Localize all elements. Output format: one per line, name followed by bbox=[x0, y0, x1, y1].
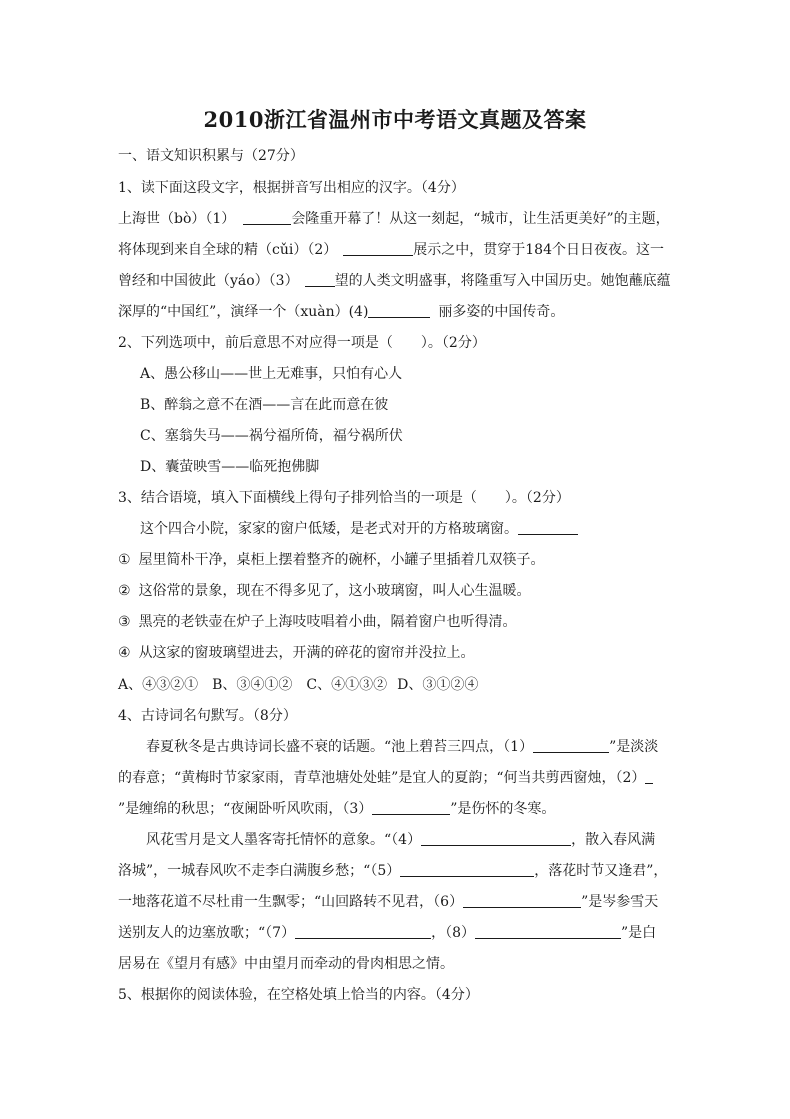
q4-text: 一地落花道不尽杜甫一生飘零；“山回路转不见君，（6） bbox=[118, 894, 464, 910]
item-text: 屋里简朴干净，桌柜上摆着整齐的碗杯，小罐子里插着几双筷子。 bbox=[138, 552, 545, 568]
q4-para2-line5: 居易在《望月有感》中由望月而牵动的骨肉相思之情。 bbox=[118, 956, 454, 972]
question-3-stem: 3、结合语境，填入下面横线上得句子排列恰当的一项是（ ）。（2分） bbox=[118, 490, 570, 506]
q3-choices bbox=[118, 675, 678, 695]
q3-item-4 bbox=[118, 643, 678, 663]
item-number: ② bbox=[118, 583, 131, 599]
q4-text: 风花雪月是文人墨客寄托情怀的意象。“（4） bbox=[146, 832, 422, 848]
item-text: 黑亮的老铁壶在炉子上海吱吱唱着小曲，隔着窗户也听得清。 bbox=[138, 614, 517, 630]
choice-a: A、④③②① bbox=[118, 677, 199, 693]
page-title: 2010浙江省温州市中考语文真题及答案 bbox=[203, 107, 587, 132]
answer-blank[interactable] bbox=[295, 924, 431, 939]
q2-option-d: D、囊萤映雪——临死抱佛脚 bbox=[140, 459, 320, 475]
q2-option-b: B、醉翁之意不在酒——言在此而意在彼 bbox=[140, 397, 389, 413]
q1-line-3 bbox=[118, 271, 678, 291]
q3-item-2 bbox=[118, 581, 678, 601]
answer-blank[interactable] bbox=[518, 520, 578, 535]
q1-line-4 bbox=[118, 302, 678, 322]
q4-para1-line1 bbox=[146, 737, 706, 757]
item-text: 这俗常的景象，现在不得多见了，这小玻璃窗，叫人心生温暖。 bbox=[138, 583, 531, 599]
answer-blank[interactable] bbox=[368, 303, 430, 318]
q4-para2-line3 bbox=[118, 892, 678, 912]
q4-text: 送别友人的边塞放歌；“（7） bbox=[118, 925, 296, 941]
q4-text: ”是白 bbox=[621, 925, 657, 941]
q4-text: ”是淡淡 bbox=[609, 739, 659, 755]
q1-text: 望的人类文明盛事，将隆重写入中国历史。她饱蘸底蕴 bbox=[334, 273, 671, 289]
answer-blank[interactable] bbox=[372, 800, 450, 815]
q4-text: 春夏秋冬是古典诗词长盛不衰的话题。“池上碧苔三四点，（1） bbox=[146, 739, 534, 755]
q4-text: 的春意；“黄梅时节家家雨，青草池塘处处蛙”是宜人的夏韵；“何当共剪西窗烛，（2） bbox=[118, 770, 646, 786]
q3-item-3 bbox=[118, 612, 678, 632]
item-text: 从这家的窗玻璃望进去，开满的碎花的窗帘并没拉上。 bbox=[138, 645, 475, 661]
section-heading: 一、语文知识积累与（27分） bbox=[118, 148, 304, 164]
question-5-stem: 5、根据你的阅读体验，在空格处填上恰当的内容。（4分） bbox=[118, 987, 479, 1003]
q1-text: 丽多姿的中国传奇。 bbox=[438, 304, 565, 320]
answer-blank[interactable] bbox=[305, 272, 335, 287]
answer-blank[interactable] bbox=[463, 893, 581, 908]
answer-blank[interactable] bbox=[343, 241, 413, 256]
question-2-stem: 2、下列选项中，前后意思不对应得一项是（ ）。（2分） bbox=[118, 335, 486, 351]
item-number: ③ bbox=[118, 614, 131, 630]
question-4-stem: 4、古诗词名句默写。（8分） bbox=[118, 708, 297, 724]
q2-option-c: C、塞翁失马——祸兮福所倚，福兮祸所伏 bbox=[140, 428, 403, 444]
q4-para2-line1 bbox=[146, 830, 706, 850]
q3-context bbox=[140, 519, 700, 539]
q4-para2-line4 bbox=[118, 923, 678, 943]
q3-context-text: 这个四合小院，家家的窗户低矮，是老式对开的方格玻璃窗。 bbox=[140, 521, 518, 537]
q1-text: 曾经和中国彼此（yáo）（3） bbox=[118, 273, 299, 289]
q4-text: ，（8） bbox=[431, 925, 475, 941]
q1-text: 上海世（bò）（1） bbox=[118, 211, 236, 227]
q4-para2-line2 bbox=[118, 861, 678, 881]
choice-d: D、③①②④ bbox=[397, 677, 479, 693]
q4-text: ”是伤怀的冬寒。 bbox=[450, 801, 556, 817]
item-number: ④ bbox=[118, 645, 131, 661]
answer-blank[interactable] bbox=[645, 769, 653, 784]
q1-line-1 bbox=[118, 209, 678, 229]
answer-blank[interactable] bbox=[475, 924, 621, 939]
q4-text: ”是岑参雪天 bbox=[581, 894, 659, 910]
q1-text: 展示之中，贯穿于184个日日夜夜。这一 bbox=[413, 242, 664, 258]
choice-c: C、④①③② bbox=[306, 677, 388, 693]
q4-text: ，落花时节又逢君”， bbox=[534, 863, 668, 879]
answer-blank[interactable] bbox=[400, 862, 534, 877]
answer-blank[interactable] bbox=[243, 210, 291, 225]
choice-b: B、③④①② bbox=[212, 677, 293, 693]
q1-text: 将体现到来自全球的精（cǔi）（2） bbox=[118, 242, 338, 258]
q4-para1-line2 bbox=[118, 768, 678, 788]
item-number: ① bbox=[118, 552, 131, 568]
answer-blank[interactable] bbox=[533, 738, 609, 753]
q1-text: 深厚的“中国红”，演绎一个（xuàn）(4) bbox=[118, 304, 369, 320]
q4-para1-line3 bbox=[118, 799, 678, 819]
q4-text: ”是缠绵的秋思；“夜阑卧听风吹雨，（3） bbox=[118, 801, 373, 817]
q4-text: ，散入春风满 bbox=[571, 832, 656, 848]
q4-text: 洛城”，一城春风吹不走李白满腹乡愁；“（5） bbox=[118, 863, 401, 879]
q2-option-a: A、愚公移山——世上无难事，只怕有心人 bbox=[140, 366, 403, 382]
q1-text: 会隆重开幕了！从这一刻起，“城市，让生活更美好”的主题， bbox=[291, 211, 670, 227]
q1-line-2 bbox=[118, 240, 678, 260]
q3-item-1 bbox=[118, 550, 678, 570]
question-1-stem: 1、读下面这段文字，根据拼音写出相应的汉字。（4分） bbox=[118, 180, 465, 196]
answer-blank[interactable] bbox=[421, 831, 571, 846]
